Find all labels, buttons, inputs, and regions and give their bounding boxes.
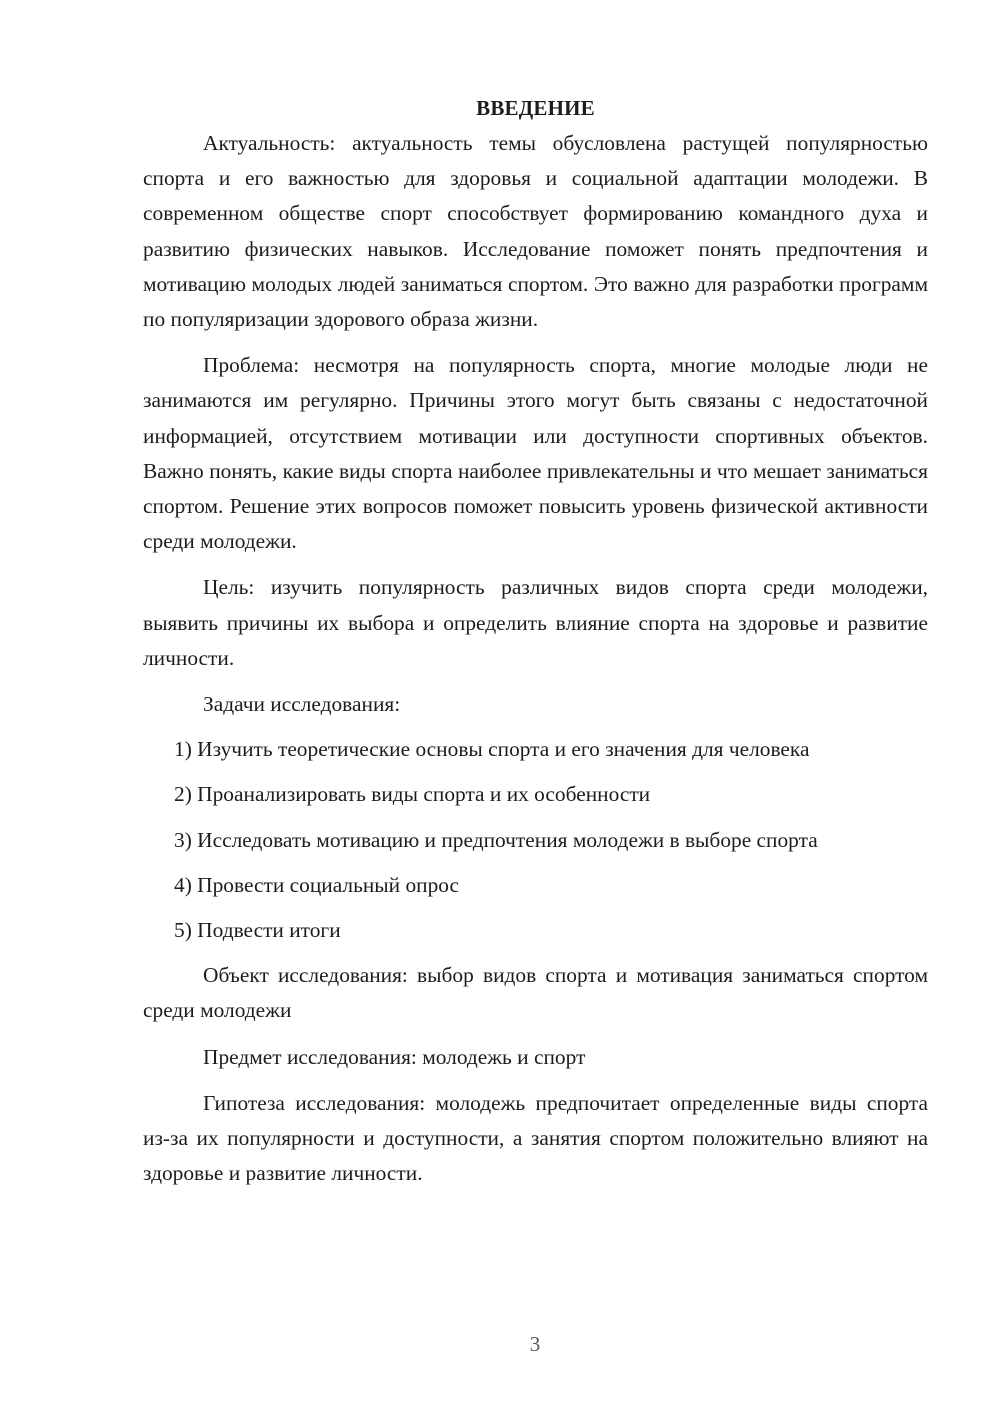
list-item: 3) Исследовать мотивацию и предпочтения молодежи в выборе спорта: [174, 827, 818, 852]
problem-paragraph: Проблема: несмотря на популярность спорта, многие молодые люди не занимаются им регулярно. Причины этого могут быть связаны с недостаточной информацией, отсутствием мотивации или доступности спортивных объектов. Важно понять, какие виды спорта наиболее привлекательны и что мешает заниматься спортом. Решение этих вопросов поможет повысить уровень физической активности среди молодежи.: [143, 353, 928, 554]
subject-paragraph: Предмет исследования: молодежь и спорт: [203, 1044, 586, 1069]
tasks-heading: Задачи исследования:: [203, 692, 401, 717]
hypothesis-paragraph: Гипотеза исследования: молодежь предпочитает определенные виды спорта из-за их популярности и доступности, а занятия спортом положительно влияют на здоровье и развитие личности.: [143, 1090, 928, 1186]
list-item: 2) Проанализировать виды спорта и их особенности: [174, 782, 651, 807]
page-number: 3: [529, 1332, 541, 1356]
document-page: [143, 90, 928, 1191]
list-item: 4) Провести социальный опрос: [174, 872, 460, 897]
object-paragraph: Объект исследования: выбор видов спорта и мотивация заниматься спортом среди молодежи: [143, 963, 928, 1023]
list-item: 5) Подвести итоги: [174, 918, 341, 943]
list-item: 1) Изучить теоретические основы спорта и его значения для человека: [174, 737, 810, 762]
page-title: ВВЕДЕНИЕ: [476, 96, 595, 120]
tasks-list: [143, 732, 928, 948]
goal-paragraph: Цель: изучить популярность различных видов спорта среди молодежи, выявить причины их выбора и определить влияние спорта на здоровье и развитие личности.: [143, 575, 928, 670]
relevance-paragraph: Актуальность: актуальность темы обусловлена растущей популярностью спорта и его важностью для здоровья и социальной адаптации молодежи. В современном обществе спорт способствует формированию командного духа и развитию физических навыков. Исследование поможет понять предпочтения и мотивацию молодых людей заниматься спортом. Это важно для разработки программ по популяризации здорового образа жизни.: [143, 131, 928, 332]
